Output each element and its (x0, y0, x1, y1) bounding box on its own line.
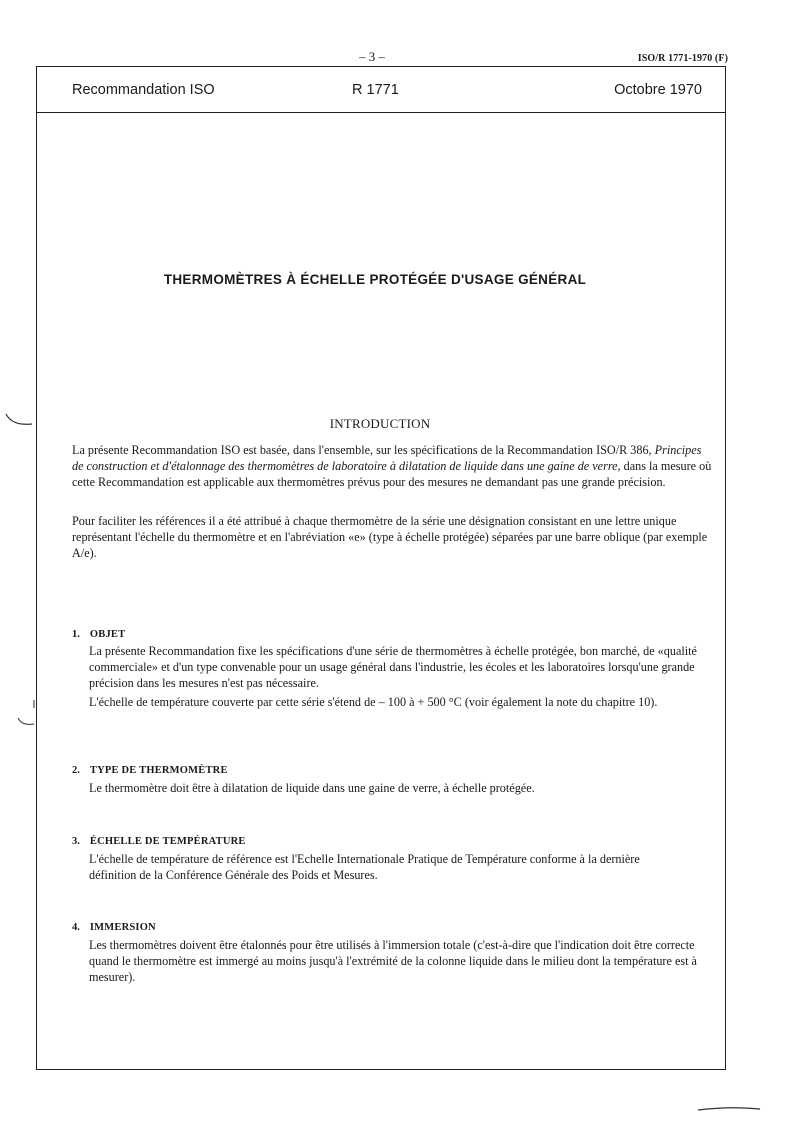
introduction-heading: INTRODUCTION (329, 416, 431, 431)
intro-p1-start: La présente Recommandation ISO est basée, dans l'ensemble, sur les spécifications de la Recommandation ISO/R 386, (72, 443, 652, 457)
introduction-paragraph-2: Pour faciliter les références il a été attribué à chaque thermomètre de la série une désignation consistant en une lettre unique représentant l'échelle du thermomètre et en l'abréviation «e» (type à échelle protégée) séparées par une barre oblique (par exemple A/e). (72, 514, 708, 560)
section-1-heading (72, 624, 125, 642)
section-1-paragraph-2: L'échelle de température couverte par cette série s'étend de – 100 à + 500 °C (voir également la note du chapitre 10). (89, 695, 658, 709)
introduction-paragraph-1 (72, 442, 714, 490)
page-number: – 3 – (359, 49, 385, 64)
section-4-paragraph-1: Les thermomètres doivent être étalonnés pour être utilisés à l'immersion totale (c'est-à-dire que l'indication doit être correcte quand le thermomètre est immergé au moins jusqu'à l'extrémité de la colonne liquide dans le milieu dont la température est à mesurer). (89, 938, 697, 984)
section-number: 1. (72, 629, 80, 640)
section-3-heading (72, 831, 246, 849)
section-title: ÉCHELLE DE TEMPÉRATURE (89, 836, 246, 847)
header-middle: R 1771 (352, 82, 399, 98)
section-title: TYPE DE THERMOMÈTRE (89, 765, 228, 776)
footer-scribble (698, 1108, 760, 1110)
section-title: OBJET (89, 629, 126, 640)
header-left: Recommandation ISO (72, 82, 215, 98)
intro-p1-italic: Principes de construction et d'étalonnage des thermomètres de laboratoire à dilatation de liquide dans une gaine de verre, (72, 443, 702, 473)
section-2-paragraph-1: Le thermomètre doit être à dilatation de liquide dans une gaine de verre, à échelle protégée. (89, 781, 535, 795)
section-1-paragraph-1: La présente Recommandation fixe les spécifications d'une série de thermomètres à échelle protégée, bon marché, de «qualité commerciale» et d'un type convenable pour un usage général dans l'industrie, les écoles et les laboratoires lorsqu'une grande précision dans les mesures n'est pas nécessaire. (89, 644, 697, 690)
section-4-heading (72, 917, 156, 935)
section-title: IMMERSION (89, 922, 156, 933)
header-divider (36, 112, 726, 113)
header-right: Octobre 1970 (614, 82, 702, 98)
section-number: 2. (72, 765, 80, 776)
intro-p1-end: dans la mesure où cette Recommandation est applicable aux thermomètres prévus pour des mesures ne demandant pas une grande précision. (72, 459, 712, 489)
section-2-heading (72, 760, 228, 778)
section-number: 3. (72, 836, 80, 847)
margin-mark (6, 414, 32, 424)
section-3-paragraph-1: L'échelle de température de référence est l'Echelle Internationale Pratique de Température conforme à la dernière définition de la Conférence Générale des Poids et Mesures. (89, 852, 640, 882)
section-number: 4. (72, 922, 80, 933)
document-title: THERMOMÈTRES À ÉCHELLE PROTÉGÉE D'USAGE GÉNÉRAL (163, 272, 587, 287)
document-reference: ISO/R 1771-1970 (F) (637, 53, 728, 64)
footer-mark (690, 1100, 770, 1114)
margin-marks (0, 400, 40, 740)
margin-mark (18, 718, 34, 724)
